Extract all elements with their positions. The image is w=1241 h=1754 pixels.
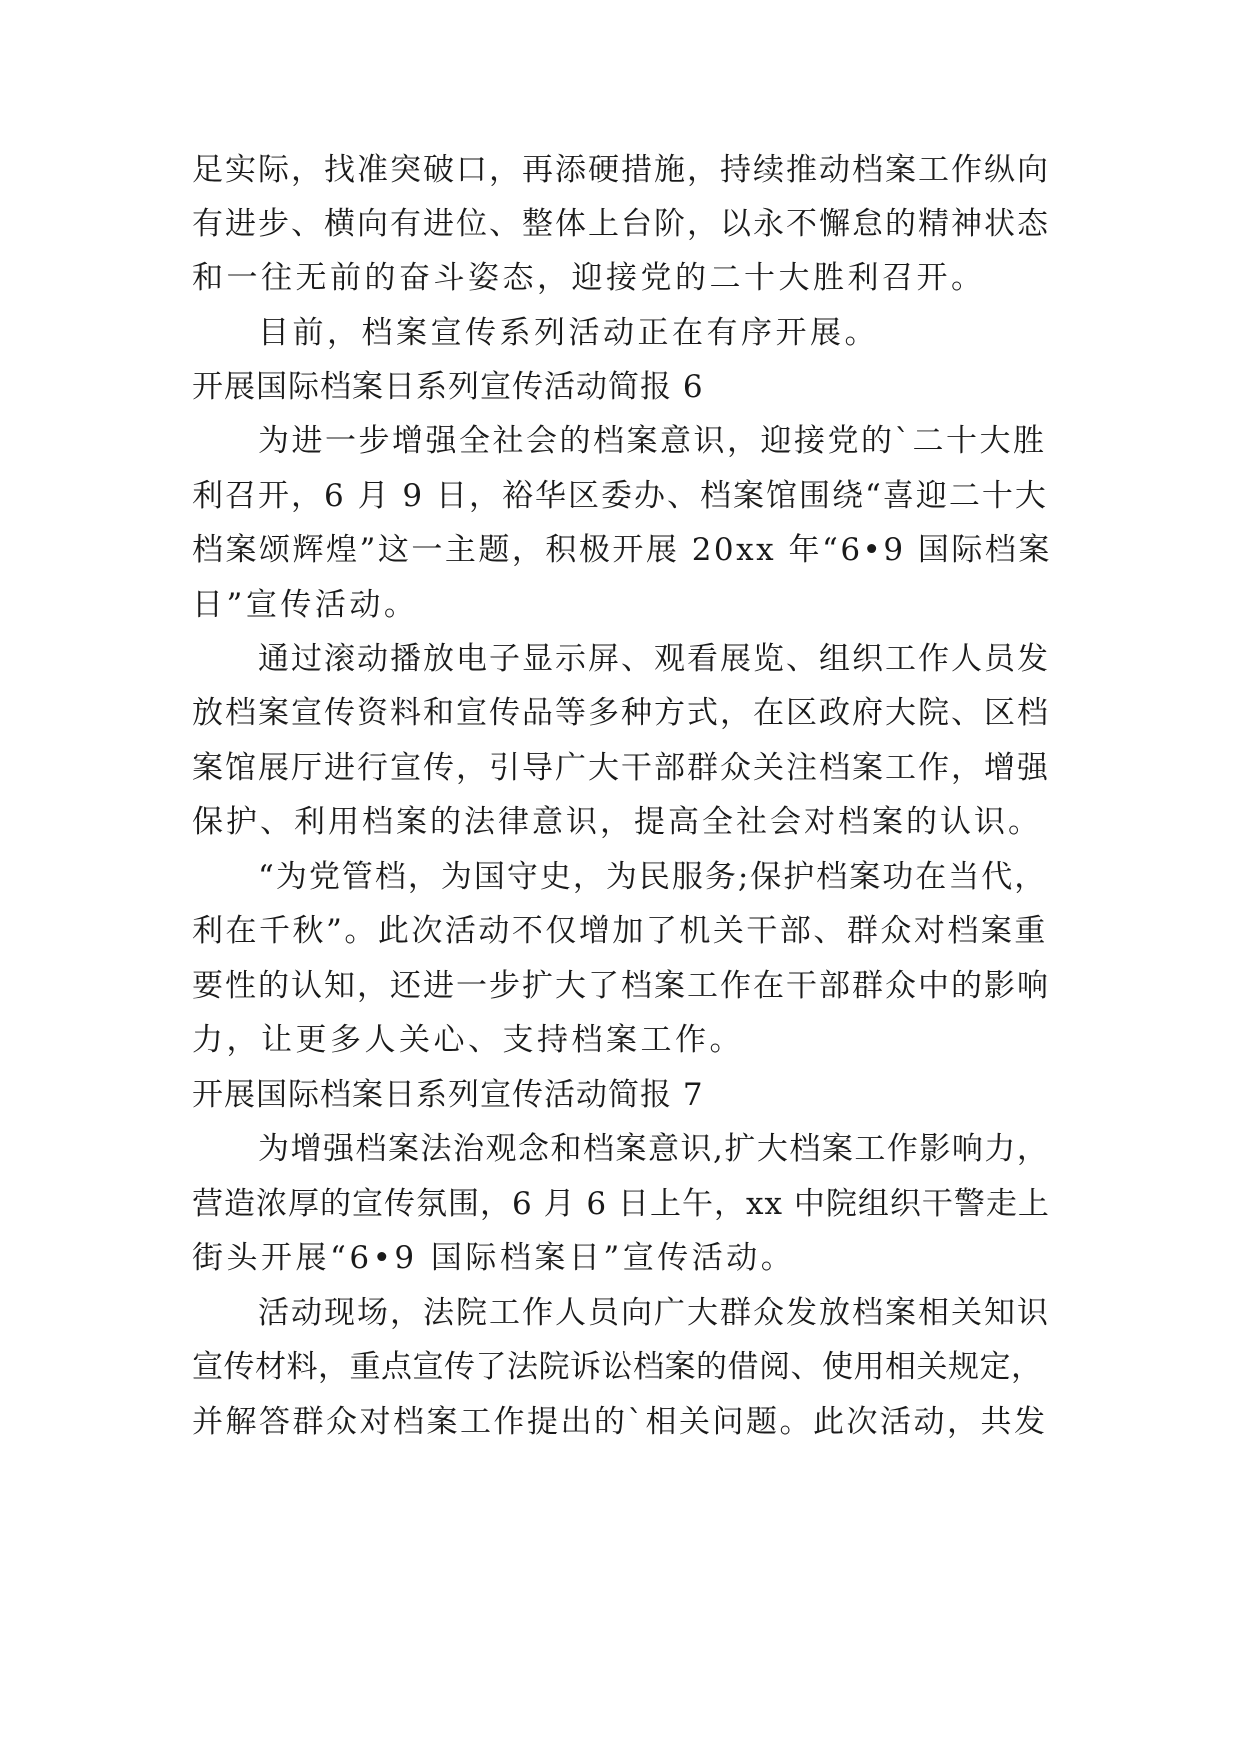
text-line: 足实际，找准突破口，再添硬措施，持续推动档案工作纵向 bbox=[192, 152, 1050, 188]
text-line: 保护、利用档案的法律意识，提高全社会对档案的认识。 bbox=[192, 804, 1042, 840]
text-line: 利在千秋”。此次活动不仅增加了机关干部、群众对档案重 bbox=[192, 913, 1048, 949]
text-line: 档案颂辉煌”这一主题，积极开展 20xx 年“6•9 国际档案 bbox=[192, 532, 1052, 568]
text-line: 目前，档案宣传系列活动正在有序开展。 bbox=[258, 315, 879, 351]
text-line: 街头开展“6•9 国际档案日”宣传活动。 bbox=[192, 1240, 796, 1276]
text-line: 为增强档案法治观念和档案意识,扩大档案工作影响力， bbox=[258, 1131, 1050, 1167]
text-line: 要性的认知，还进一步扩大了档案工作在干部群众中的影响 bbox=[192, 968, 1050, 1004]
section-heading: 开展国际档案日系列宣传活动简报 6 bbox=[192, 369, 704, 405]
text-line: 有进步、横向有进位、整体上台阶，以永不懈怠的精神状态 bbox=[192, 206, 1050, 242]
text-line: 力，让更多人关心、支持档案工作。 bbox=[192, 1022, 744, 1058]
text-line: 利召开，6 月 9 日，裕华区委办、档案馆围绕“喜迎二十大 bbox=[192, 478, 1048, 514]
text-line: 和一往无前的奋斗姿态，迎接党的二十大胜利召开。 bbox=[192, 260, 986, 296]
text-line: 营造浓厚的宣传氛围，6 月 6 日上午，xx 中院组织干警走上 bbox=[192, 1186, 1050, 1222]
text-line: 日”宣传活动。 bbox=[192, 587, 419, 623]
text-line: 通过滚动播放电子显示屏、观看展览、组织工作人员发 bbox=[258, 641, 1050, 677]
text-line: 宣传材料，重点宣传了法院诉讼档案的借阅、使用相关规定， bbox=[192, 1349, 1043, 1385]
text-line: 并解答群众对档案工作提出的`相关问题。此次活动，共发 bbox=[192, 1404, 1048, 1440]
text-line: “为党管档，为国守史，为民服务;保护档案功在当代， bbox=[258, 859, 1048, 895]
text-line: 为进一步增强全社会的档案意识，迎接党的`二十大胜 bbox=[258, 423, 1047, 459]
text-line: 活动现场，法院工作人员向广大群众发放档案相关知识 bbox=[258, 1295, 1050, 1331]
text-line: 放档案宣传资料和宣传品等多种方式，在区政府大院、区档 bbox=[192, 695, 1050, 731]
text-line: 案馆展厅进行宣传，引导广大干部群众关注档案工作，增强 bbox=[192, 750, 1050, 786]
section-heading: 开展国际档案日系列宣传活动简报 7 bbox=[192, 1077, 704, 1113]
